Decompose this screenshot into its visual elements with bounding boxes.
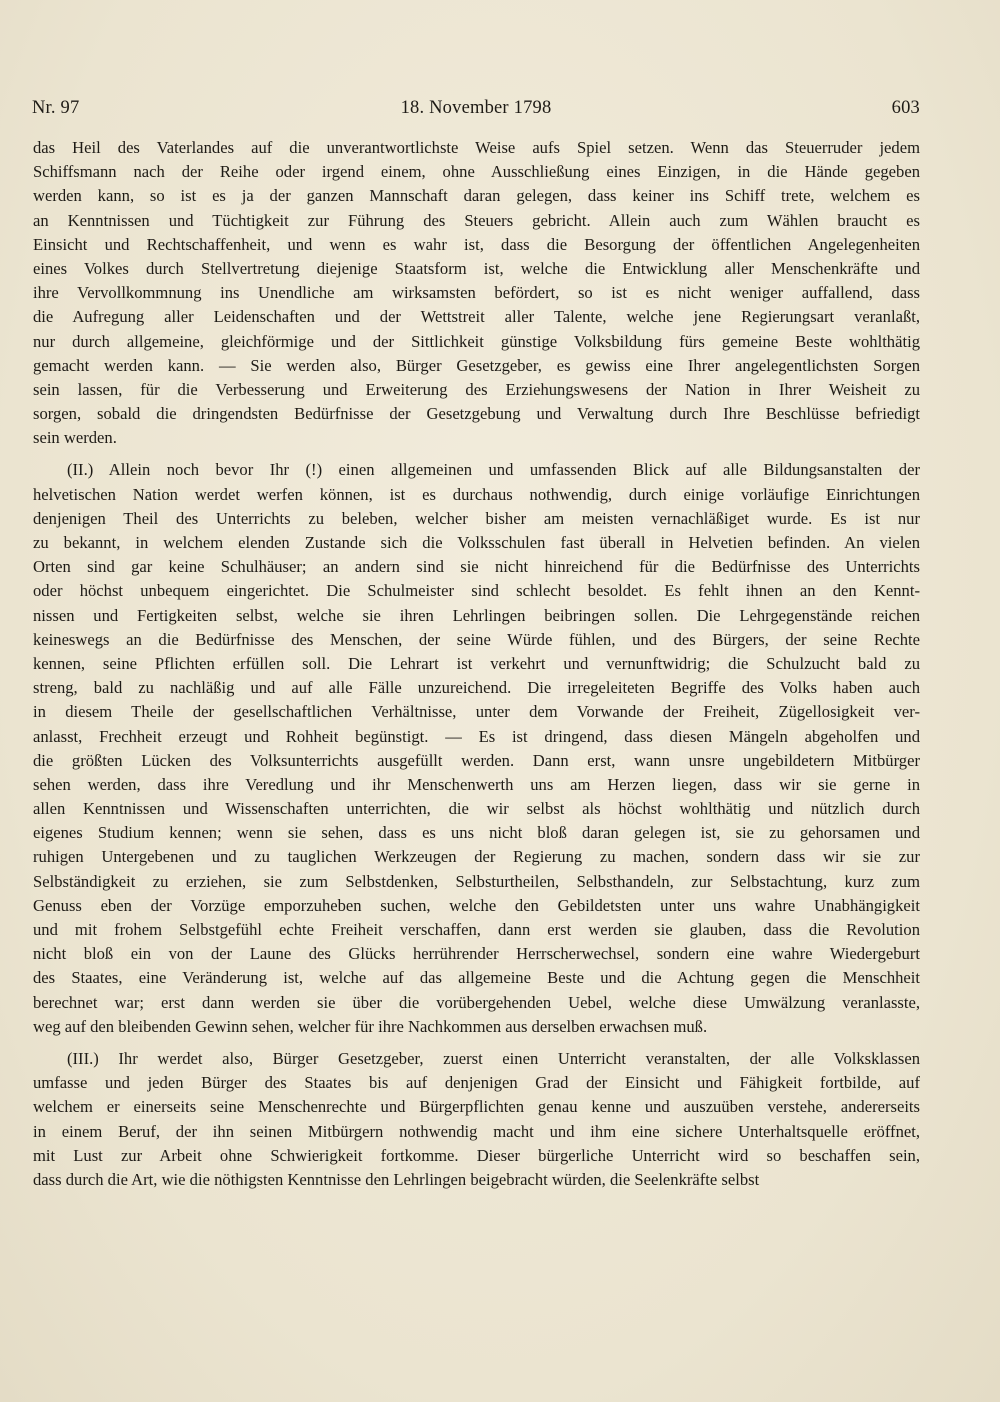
text-line: an Kenntnissen und Tüchtigkeit zur Führung des Steuers gebricht. Allein auch zum Wählen braucht es [33, 210, 920, 230]
text-line: Genuss eben der Vorzüge emporzuheben suchen, welche den Gebildetsten unter uns wahre Unabhängigkeit [33, 895, 920, 915]
paragraph [33, 458, 920, 1039]
text-line: helvetischen Nation werdet werfen können, ist es durchaus nothwendig, durch einige vorläufige Einrichtungen [33, 484, 920, 504]
text-line: sorgen, sobald die dringendsten Bedürfnisse der Gesetzgebung und Verwaltung durch Ihre Beschlüsse befriedigt [33, 404, 920, 424]
text-line: (III.) Ihr werdet also, Bürger Gesetzgeber, zuerst einen Unterricht veranstalten, der alle Volksklassen [67, 1048, 920, 1068]
page-number: 603 [891, 98, 920, 118]
text-line: nur durch allgemeine, gleichförmige und der Sittlichkeit günstige Volksbildung fürs gemeine Beste wohlthätig [33, 331, 920, 351]
text-line: gemacht werden kann. — Sie werden also, Bürger Gesetzgeber, es gewiss eine Ihrer angelegentlichsten Sorgen [33, 355, 920, 375]
text-line: nissen und Fertigkeiten selbst, welche sie ihren Lehrlingen beibringen sollen. Die Lehrgegenstände reichen [33, 605, 920, 625]
text-line: ihre Vervollkommnung ins Unendliche am wirksamsten befördert, so ist es nicht weniger auffallend, dass [33, 283, 920, 303]
text-line: in diesem Theile der gesellschaftlichen Verhältnisse, unter dem Vorwande der Freiheit, Zügellosigkeit ver- [33, 702, 920, 722]
text-line: denjenigen Theil des Unterrichts zu beleben, welcher bisher am meisten vernachläßiget wurde. Es ist nur [33, 508, 920, 528]
text-line: nicht bloß ein von der Laune des Glücks herrührender Herrscherwechsel, sondern eine wahre Wiedergeburt [33, 944, 920, 964]
text-line: mit Lust zur Arbeit ohne Schwierigkeit fortkomme. Dieser bürgerliche Unterricht wird so beschaffen sein, [33, 1145, 920, 1165]
text-line: dass durch die Art, wie die nöthigsten Kenntnisse den Lehrlingen beigebracht würden, die Seelenkräfte selbst [33, 1169, 760, 1189]
body-text [33, 136, 920, 1192]
text-line: die Aufregung aller Leidenschaften und der Wettstreit aller Talente, welche jene Regierungsart veranlaßt, [33, 307, 920, 327]
text-line: weg auf den bleibenden Gewinn sehen, welcher für ihre Nachkommen aus derselben erwachsen muß. [33, 1016, 708, 1036]
text-line: sehen werden, dass ihre Veredlung und ihr Menschenwerth uns am Herzen liegen, dass wir sie gerne in [33, 774, 920, 794]
text-line: anlasst, Frechheit erzeugt und Rohheit begünstigt. — Es ist dringend, dass diesen Mängeln abgeholfen und [33, 726, 920, 746]
paragraph [33, 136, 920, 450]
text-line: des Staates, eine Veränderung ist, welche auf das allgemeine Beste und die Achtung gegen die Menschheit [33, 968, 920, 988]
issue-number: Nr. 97 [32, 98, 80, 118]
text-line: ruhigen Untergebenen und zu tauglichen Werkzeugen der Regierung zu machen, sondern dass wir sie zur [33, 847, 920, 867]
text-line: berechnet war; erst dann werden sie über die vorübergehenden Uebel, welche diese Umwälzung veranlasste, [33, 992, 920, 1012]
text-line: allen Kenntnissen und Wissenschaften unterrichten, die wir selbst als höchst wohlthätig und nützlich durch [33, 799, 920, 819]
text-line: (II.) Allein noch bevor Ihr (!) einen allgemeinen und umfassenden Blick auf alle Bildungsanstalten der [67, 460, 920, 480]
text-line: Selbständigkeit zu erziehen, sie zum Selbstdenken, Selbsturtheilen, Selbsthandeln, zur Selbstachtung, kurz zum [33, 871, 920, 891]
text-line: welchem er einerseits seine Menschenrechte und Bürgerpflichten genau kenne und auszuüben verstehe, andererseits [33, 1097, 920, 1117]
text-line: und mit frohem Selbstgefühl echte Freiheit verschaffen, dann erst werden sie glauben, dass die Revolution [33, 920, 920, 939]
text-line: zu bekannt, in welchem elenden Zustande sich die Volksschulen fast überall in Helvetien befinden. An vielen [33, 533, 920, 552]
page-header [32, 98, 920, 124]
text-line: Orten sind gar keine Schulhäuser; an andern sind sie nicht hinreichend für die Bedürfnisse des Unterrichts [33, 557, 920, 577]
text-line: die größten Lücken des Volksunterrichts ausgefüllt werden. Dann erst, wann unsre ungebildetern Mitbürger [33, 750, 920, 770]
text-line: sein werden. [33, 428, 117, 448]
text-line: Schiffsmann nach der Reihe oder irgend einem, ohne Ausschließung eines Einzigen, in die Hände gegeben [33, 162, 920, 182]
text-line: streng, bald zu nachläßig und auf alle Fälle unzureichend. Die irregeleiteten Begriffe des Volks haben auch [33, 678, 920, 698]
text-line: in einem Beruf, der ihn seinen Mitbürgern nothwendig macht und ihm eine sichere Unterhaltsquelle eröffnet, [33, 1121, 920, 1141]
text-line: eines Volkes durch Stellvertretung diejenige Staatsform ist, welche die Entwicklung aller Menschenkräfte und [33, 258, 920, 278]
text-line: werden kann, so ist es ja der ganzen Mannschaft daran gelegen, dass keiner ins Schiff trete, welchem es [33, 186, 920, 206]
text-line: umfasse und jeden Bürger des Staates bis auf denjenigen Grad der Einsicht und Fähigkeit fortbilde, auf [33, 1073, 920, 1093]
text-line: Einsicht und Rechtschaffenheit, und wenn es wahr ist, dass die Besorgung der öffentlichen Angelegenheiten [33, 234, 920, 254]
text-line: oder höchst unbequem eingerichtet. Die Schulmeister sind schlecht besoldet. Es fehlt ihnen an den Kennt- [33, 581, 920, 601]
text-line: sein lassen, für die Verbesserung und Erweiterung des Erziehungswesens der Nation in Ihrer Weisheit zu [33, 379, 920, 399]
text-line: eigenes Studium kennen; wenn sie sehen, dass es uns nicht bloß daran gelegen ist, sie zu gehorsamen und [33, 823, 920, 843]
text-line: keineswegs an die Bedürfnisse des Menschen, der seine Würde fühlen, und des Bürgers, der seine Rechte [33, 629, 920, 649]
text-line: kennen, seine Pflichten erfüllen soll. Die Lehrart ist verkehrt und vernunftwidrig; die Schulzucht bald zu [33, 653, 920, 673]
issue-date: 18. November 1798 [400, 98, 552, 118]
paragraph [33, 1047, 920, 1192]
text-line: das Heil des Vaterlandes auf die unverantwortlichste Weise aufs Spiel setzen. Wenn das Steuerruder jedem [33, 138, 920, 157]
